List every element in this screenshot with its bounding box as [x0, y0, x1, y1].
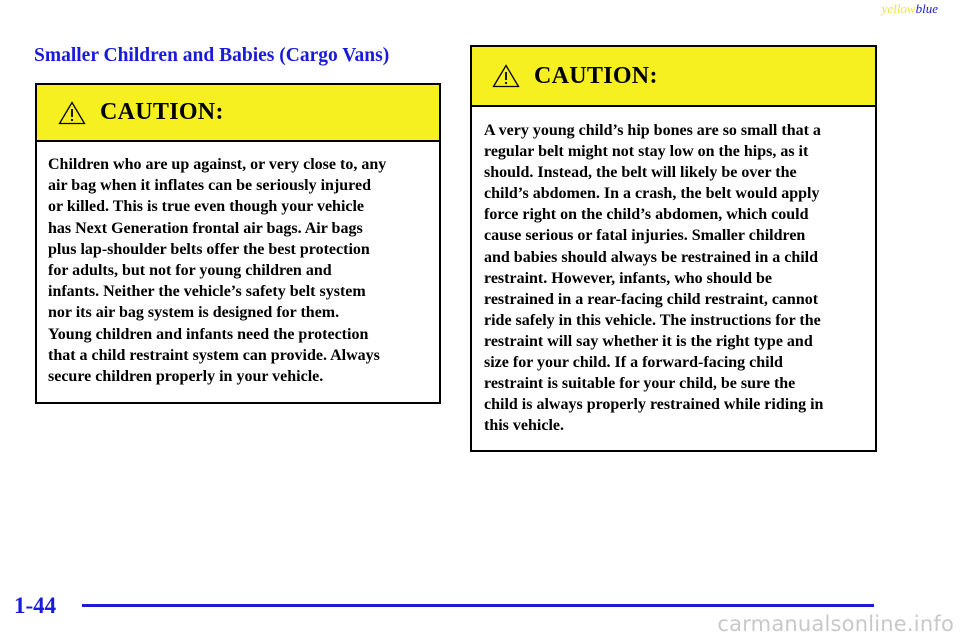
caution-text-line: child’s abdomen. In a crash, the belt would apply [484, 185, 820, 203]
caution-text-line: force right on the child’s abdomen, which could [484, 206, 809, 224]
caution-text-line: has Next Generation frontal air bags. Air bags [48, 219, 363, 237]
warning-triangle-icon [492, 64, 520, 88]
caution-text-line: that a child restraint system can provide. Always [48, 346, 380, 364]
caution-text-line: restrained in a rear-facing child restraint, cannot [484, 290, 819, 308]
caution-text-line: A very young child’s hip bones are so small that a [484, 122, 821, 139]
caution-text-line: should. Instead, the belt will likely be over the [484, 164, 797, 182]
caution-text [37, 142, 439, 387]
caution-text-line: child is always properly restrained while riding in [484, 396, 824, 414]
caution-text-line: Young children and infants need the protection [48, 325, 369, 343]
caution-text-line: restraint. However, infants, who should be [484, 269, 773, 287]
caution-text-line: size for your child. If a forward-facing child [484, 354, 783, 372]
caution-text-line: restraint will say whether it is the right type and [484, 332, 813, 350]
caution-text-line: regular belt might not stay low on the hips, as it [484, 143, 809, 161]
caution-text-line: this vehicle. [484, 417, 564, 435]
caution-header [37, 85, 439, 142]
caution-label: CAUTION: [100, 99, 224, 125]
caution-box-airbags [35, 83, 441, 404]
warning-triangle-icon [58, 101, 86, 125]
caution-box-hip-bones [470, 45, 877, 452]
caution-text-line: or killed. This is true even though your vehicle [48, 198, 365, 216]
section-title: Smaller Children and Babies (Cargo Vans) [34, 45, 390, 66]
watermark: carmanualsonline.info [717, 612, 954, 636]
caution-text-line: air bag when it inflates can be seriously injured [48, 177, 371, 195]
caution-text-line: ride safely in this vehicle. The instructions for the [484, 311, 821, 329]
caution-text-line: for adults, but not for young children and [48, 262, 332, 280]
caution-text-line: cause serious or fatal injuries. Smaller children [484, 227, 806, 245]
caution-text-line: and babies should always be restrained in a child [484, 248, 819, 266]
caution-header [472, 47, 875, 107]
caution-text-line: restraint is suitable for your child, be sure the [484, 375, 796, 393]
caution-text [472, 107, 875, 436]
color-tag-yellow: yellow [881, 1, 916, 16]
footer-rule [82, 604, 874, 607]
caution-text-line: infants. Neither the vehicle’s safety belt system [48, 283, 366, 301]
color-tag [882, 1, 938, 17]
color-tag-blue: blue [915, 1, 938, 16]
caution-text-line: Children who are up against, or very close to, any [48, 156, 387, 173]
caution-text-line: plus lap-shoulder belts offer the best protection [48, 240, 370, 258]
caution-label: CAUTION: [534, 62, 658, 89]
page-number: 1-44 [14, 593, 57, 618]
caution-text-line: nor its air bag system is designed for them. [48, 304, 340, 322]
caution-text-line: secure children properly in your vehicle. [48, 368, 324, 386]
